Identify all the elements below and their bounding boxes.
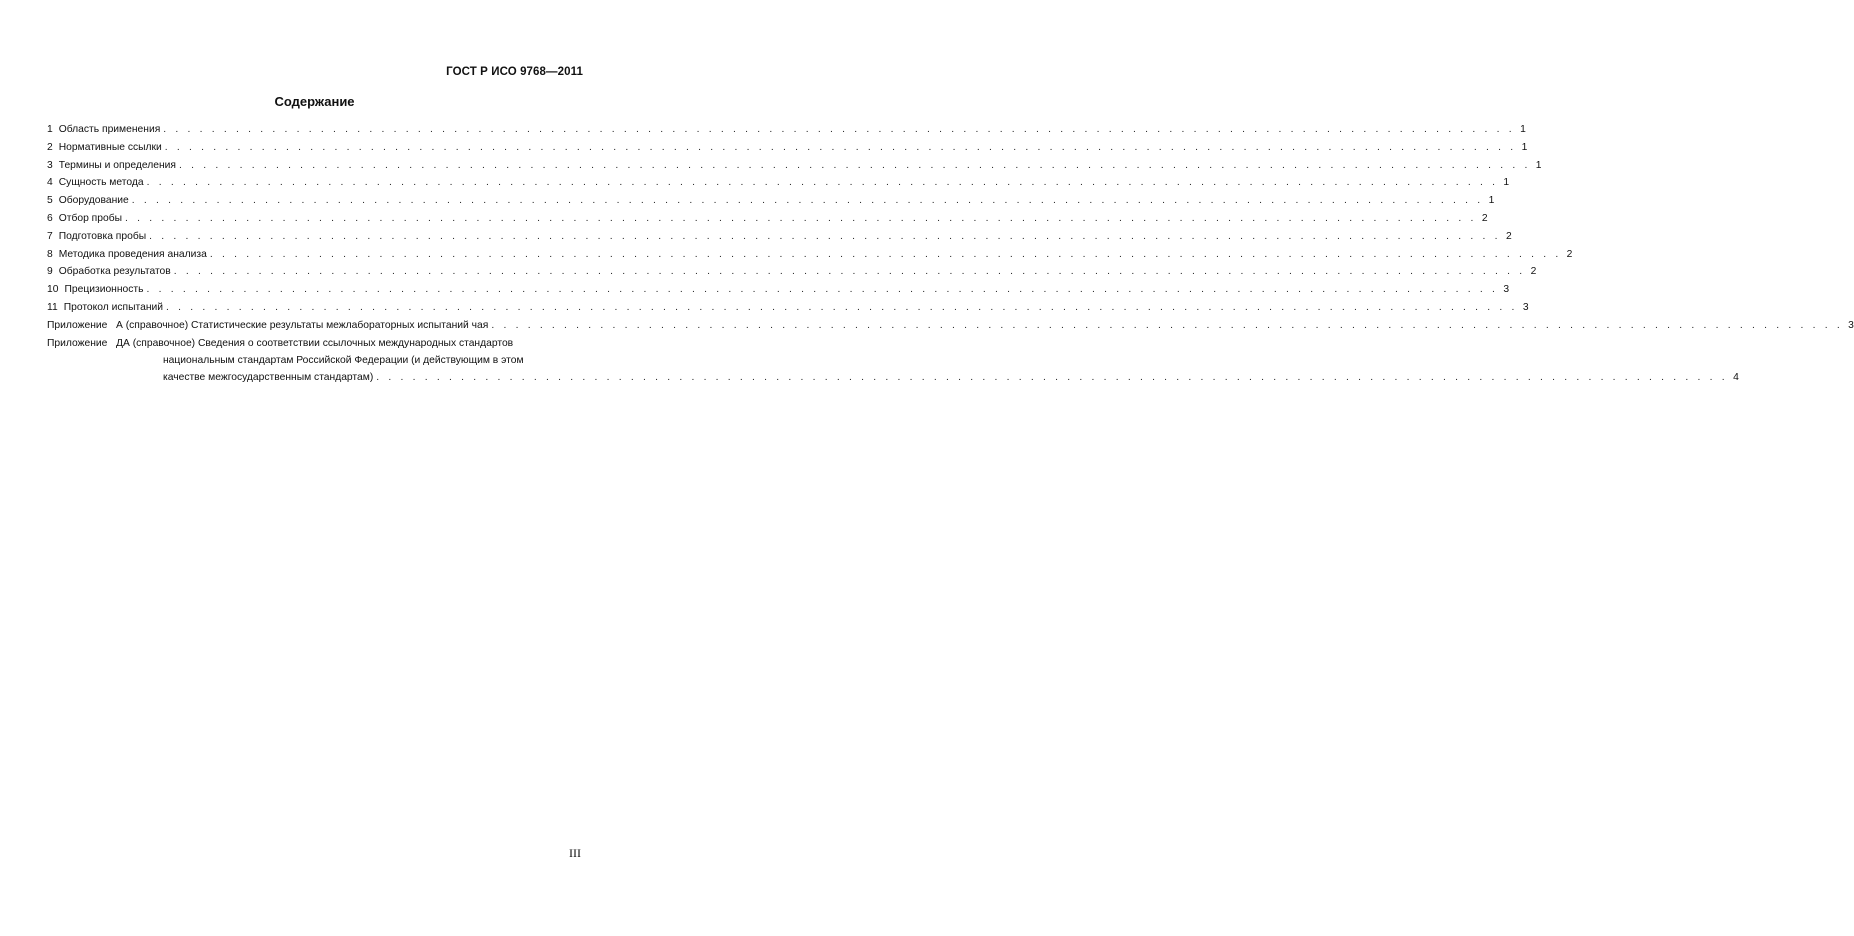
toc-leader-dots xyxy=(163,121,1515,139)
toc-entry-page: 1 xyxy=(1503,177,1510,189)
toc-entry-number: 11 xyxy=(47,301,58,313)
toc-leader-dots xyxy=(147,174,1499,192)
toc-entry-page: 2 xyxy=(1566,248,1573,260)
page-title: Содержание xyxy=(274,94,355,109)
toc-entry-6[interactable] xyxy=(47,210,1488,228)
toc-entry-page: 4 xyxy=(1733,371,1739,383)
annex-da-text-3: качестве межгосударственным стандартам) xyxy=(163,371,374,383)
toc-entry-page: 1 xyxy=(1520,124,1526,135)
toc-entry-7[interactable] xyxy=(47,228,1512,246)
toc-entry-page: 1 xyxy=(1535,159,1542,171)
toc-entry-10[interactable] xyxy=(47,281,1510,299)
toc-entry-label: Подготовка пробы xyxy=(58,230,147,242)
annex-prefix: Приложение xyxy=(47,319,108,331)
toc-entry-number: 9 xyxy=(47,266,53,278)
toc-entry-2[interactable] xyxy=(47,139,1528,157)
toc-entry-page: 3 xyxy=(1848,319,1854,331)
toc-entry-label: Методика проведения анализа xyxy=(58,248,207,260)
toc-entry-8[interactable] xyxy=(47,246,1573,264)
toc-entry-number: 2 xyxy=(47,141,53,153)
toc-entry-page: 3 xyxy=(1522,301,1529,313)
toc-entry-number: 1 xyxy=(47,124,53,135)
annex-da-line-1 xyxy=(116,335,1739,352)
toc-entry-label: Протокол испытаний xyxy=(63,301,164,313)
toc-annex-da[interactable] xyxy=(47,335,1739,387)
standard-code: ГОСТ Р ИСО 9768—2011 xyxy=(446,66,583,78)
toc-leader-dots xyxy=(125,210,1477,228)
toc-leader-dots xyxy=(165,139,1517,157)
toc-leader-dots xyxy=(166,299,1518,317)
toc-entry-number: 8 xyxy=(47,248,53,260)
annex-da-line-2 xyxy=(116,352,1739,369)
toc-entry-label: Область применения xyxy=(58,124,161,135)
toc-leader-dots xyxy=(210,246,1562,264)
page-number: III xyxy=(569,846,581,860)
toc-entry-page: 1 xyxy=(1521,141,1528,153)
toc-entry-label: Прецизионность xyxy=(64,284,144,296)
annex-prefix: Приложение xyxy=(47,337,108,349)
annex-da-text-1: ДА (справочное) Сведения о соответствии ссылочных международных стандартов xyxy=(116,337,514,349)
toc-entry-page: 2 xyxy=(1530,266,1537,278)
toc-entry-label: Нормативные ссылки xyxy=(58,141,162,153)
toc-entry-4[interactable] xyxy=(47,174,1510,192)
toc-entry-11[interactable] xyxy=(47,299,1529,317)
toc-entry-1[interactable] xyxy=(47,121,1526,139)
toc-entry-9[interactable] xyxy=(47,263,1537,281)
toc-entry-page: 3 xyxy=(1503,284,1510,296)
toc-leader-dots xyxy=(179,157,1531,175)
toc-entry-5[interactable] xyxy=(47,192,1495,210)
toc-entry-label: Отбор пробы xyxy=(58,212,122,224)
toc-annex-a[interactable] xyxy=(47,317,1854,335)
toc-entry-number: 3 xyxy=(47,159,53,171)
toc-entry-label: Оборудование xyxy=(58,195,129,207)
toc-entry-number: 4 xyxy=(47,177,53,189)
toc-entry-3[interactable] xyxy=(47,157,1542,175)
toc-leader-dots xyxy=(174,263,1526,281)
toc-entry-label: Обработка результатов xyxy=(58,266,171,278)
toc-leader-dots xyxy=(149,228,1501,246)
toc-entry-page: 2 xyxy=(1505,230,1512,242)
toc-entry-number: 10 xyxy=(47,284,59,296)
toc-entry-page: 2 xyxy=(1481,212,1488,224)
toc-entry-number: 6 xyxy=(47,212,53,224)
toc-entry-number: 7 xyxy=(47,230,53,242)
toc-leader-dots xyxy=(376,369,1728,386)
toc-leader-dots xyxy=(147,281,1499,299)
toc-entry-label: Термины и определения xyxy=(58,159,176,171)
annex-da-line-3 xyxy=(116,369,1739,386)
toc-entry-number: 5 xyxy=(47,195,53,207)
toc-entry-page: 1 xyxy=(1488,195,1495,207)
toc-entry-label: Сущность метода xyxy=(58,177,144,189)
annex-da-text-2: национальным стандартам Российской Федерации (и действующим в этом xyxy=(163,354,524,366)
toc-leader-dots xyxy=(491,317,1843,335)
annex-da-title xyxy=(116,335,1739,387)
annex-a-title: А (справочное) Статистические результаты межлабораторных испытаний чая xyxy=(116,319,489,331)
toc-leader-dots xyxy=(132,192,1484,210)
table-of-contents xyxy=(47,121,1854,386)
